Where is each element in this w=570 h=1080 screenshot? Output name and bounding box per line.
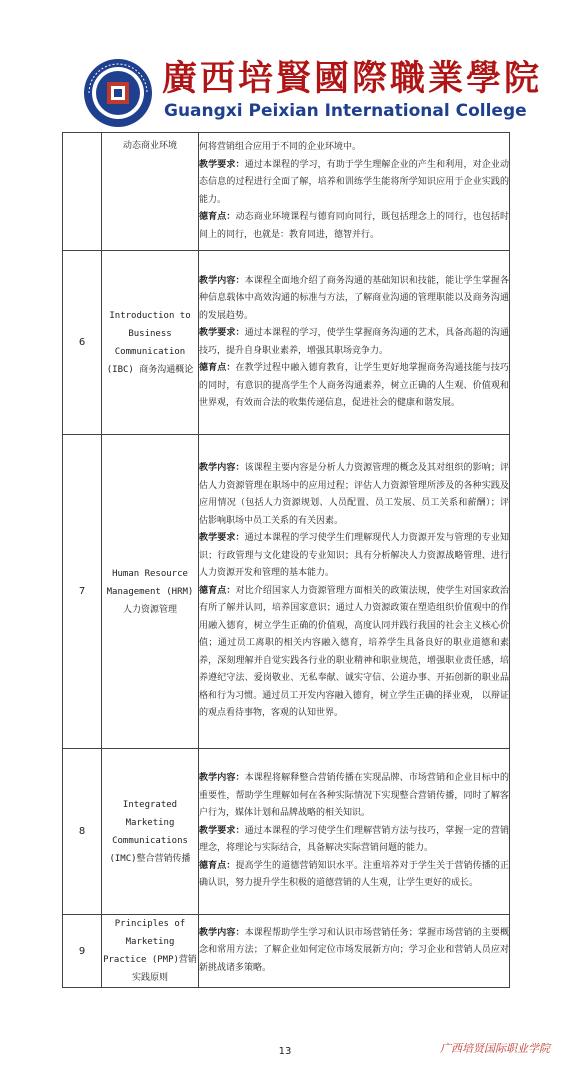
paragraph-label: 教学要求： (199, 825, 245, 836)
description-paragraph (199, 360, 509, 413)
paragraph-label: 教学内容： (199, 463, 245, 474)
course-number: 8 (63, 749, 102, 915)
course-description (199, 915, 510, 988)
description-paragraph (199, 925, 509, 978)
course-row (63, 915, 510, 988)
paragraph-text: 通过本课程的学习，使学生掌握商务沟通的艺术，具备高超的沟通技巧，提升自身职业素养，增强其职场竞争力。 (199, 328, 509, 356)
college-name-cn: 廣西培賢國際職業學院 (162, 58, 543, 99)
course-description (199, 749, 510, 915)
paragraph-label: 德育点： (199, 212, 236, 222)
course-description (199, 251, 510, 435)
paragraph-text: 该课程主要内容是分析人力资源管理的概念及其对组织的影响；评估人力资源管理在职场中的应用过程；评估人力资源管理所涉及的各种实践及应用情况（包括人力资源规划、人员配置、员工发展、员工关系和薪酬）；评估影响职场中员工关系的有关因素。 (199, 463, 509, 526)
paragraph-text: 提高学生的道德营销知识水平。注重培养对于学生关于营销传播的正确认识，努力提升学生积极的道德营销的人生观，让学生更好的成长。 (199, 860, 509, 889)
page-number: 13 (278, 1046, 292, 1057)
paragraph-label: 教学要求： (199, 533, 245, 544)
paragraph-label: 德育点： (199, 860, 236, 871)
paragraph-label: 教学内容： (199, 927, 245, 938)
paragraph-label: 德育点： (199, 585, 236, 596)
description-paragraph (199, 460, 509, 530)
paragraph-text: 在教学过程中融入德育教育，让学生更好地掌握商务沟通技能与技巧的同时，有意识的提高学生个人商务沟通素养，树立正确的人生观、价值观和世界观，有效而合法的收集传递信息，促进社会的健康和谐发展。 (199, 363, 509, 408)
paragraph-text: 动态商业环境课程与德育同向同行，既包括理念上的同行，也包括时间上的同行，也就是：教育同进，德智并行。 (199, 212, 509, 240)
paragraph-label: 教学内容： (199, 773, 245, 784)
college-name-en: Guangxi Peixian International College (164, 101, 527, 121)
paragraph-label: 教学要求： (199, 159, 245, 170)
college-seal-icon (83, 58, 153, 128)
course-name: Human Resource Management (HRM) 人力资源管理 (102, 435, 199, 749)
paragraph-text: 通过本课程的学习，有助于学生理解企业的产生和利用，对企业动态信息的过程进行全面了解，培养和训练学生能将所学知识应用于企业实践的能力。 (199, 159, 509, 205)
footer-brand-watermark: 广西培贤国际职业学院 (440, 1042, 550, 1055)
description-paragraph (199, 858, 509, 893)
description-paragraph (199, 157, 509, 210)
paragraph-text: 何将营销组合应用于不同的企业环境中。 (199, 142, 362, 152)
course-description (199, 435, 510, 749)
description-paragraph (199, 823, 509, 858)
description-paragraph (199, 139, 509, 157)
course-row (63, 251, 510, 435)
course-name: Principles of Marketing Practice (PMP)营销实践原则 (102, 915, 199, 988)
description-paragraph (199, 770, 509, 823)
course-number: 6 (63, 251, 102, 435)
course-number (63, 133, 102, 251)
course-row (63, 749, 510, 915)
description-paragraph (199, 583, 509, 723)
course-row (63, 133, 510, 251)
paragraph-label: 教学内容： (199, 275, 245, 286)
course-row (63, 435, 510, 749)
paragraph-text: 本课程全面地介绍了商务沟通的基础知识和技能，能让学生掌握各种信息载体中高效沟通的标准与方法，了解商业沟通的管理职能以及商务沟通的发展趋势。 (199, 275, 509, 321)
description-paragraph (199, 325, 509, 360)
paragraph-label: 德育点： (199, 363, 236, 373)
paragraph-text: 本课程将解释整合营销传播在实现品牌、市场营销和企业目标中的重要性，帮助学生理解如何在各种实际情况下实现整合营销传播，同时了解客户行为，媒体计划和品牌战略的相关知识。 (199, 773, 509, 819)
course-name: Integrated Marketing Communications (IMC)整合营销传播 (102, 749, 199, 915)
paragraph-text: 本课程帮助学生学习和认识市场营销任务；掌握市场营销的主要概念和常用方法；了解企业如何定位市场发展新方向；学习企业和营销人员应对新挑战诸多策略。 (199, 927, 509, 973)
course-table (62, 132, 510, 988)
paragraph-text: 通过本课程的学习使学生们理解营销方法与技巧，掌握一定的营销理念，将理论与实际结合，具备解决实际营销问题的能力。 (199, 825, 509, 854)
course-name: Introduction to Business Communication (IBC) 商务沟通概论 (102, 251, 199, 435)
description-paragraph (199, 209, 509, 244)
paragraph-label: 教学要求： (199, 328, 245, 338)
college-header (80, 55, 543, 131)
paragraph-text: 对比介绍国家人力资源管理方面相关的政策法规，使学生对国家政治有所了解并认同，培养国家意识；通过人力资源政策在塑造组织价值观中的作用融入德育，树立学生正确的价值观，高度认同并践行我国的社会主义核心价值；通过员工离职的相关内容融入德育，培养学生具备良好的职业道德和素养，深刻理解并自觉实践各行业的职业精神和职业规范，增强职业责任感，培养遵纪守法、爱岗敬业、无私奉献、诚实守信、公道办事、开拓创新的职业品格和行为习惯。通过员工开发内容融入德育，树立学生正确的择业观， 以辩证的观点看待事物，客观的认知世界。 (199, 585, 509, 719)
course-description (199, 133, 510, 251)
description-paragraph (199, 273, 509, 326)
course-name: 动态商业环境 (102, 133, 199, 251)
paragraph-text: 通过本课程的学习使学生们理解现代人力资源开发与管理的专业知识；行政管理与文化建设的专业知识；具有分析解决人力资源战略管理、进行人力资源开发和管理的基本能力。 (199, 533, 509, 579)
course-number: 9 (63, 915, 102, 988)
course-number: 7 (63, 435, 102, 749)
description-paragraph (199, 530, 509, 583)
